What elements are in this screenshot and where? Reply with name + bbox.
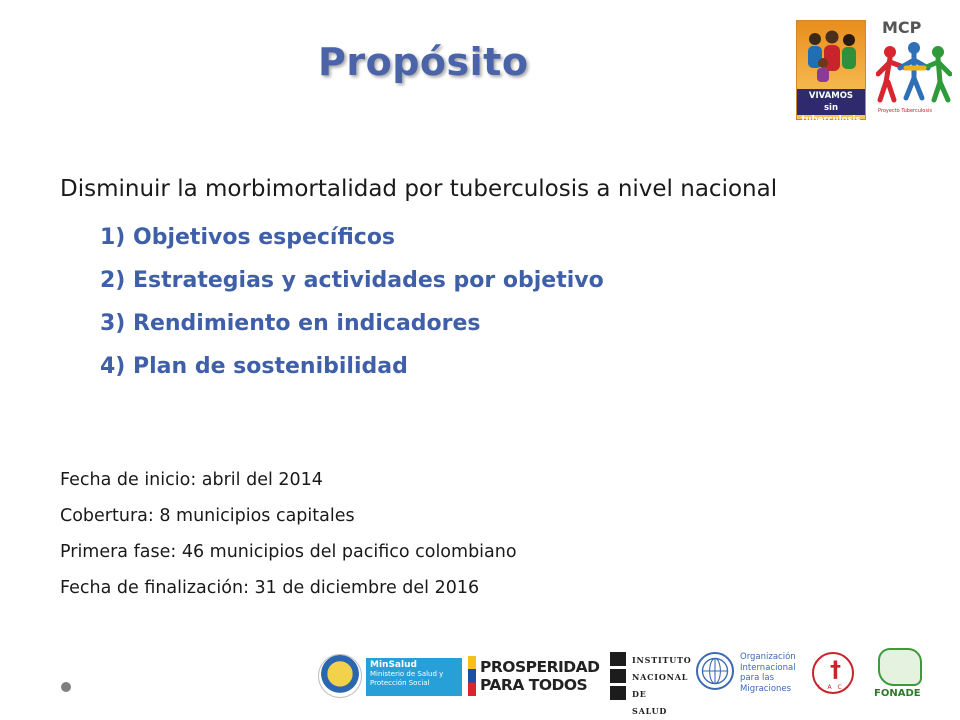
end-date: Fecha de finalización: 31 de diciembre del 2016 [60,578,480,598]
bullet-dot [61,682,71,692]
coverage: Cobertura: 8 municipios capitales [60,506,355,526]
fonade-map-icon [878,648,922,686]
mcp-name: MCP [882,18,922,37]
minsalud-logo [318,648,462,704]
prosperidad-text [480,658,600,694]
vivamos-line2: sin tuberculosis [801,103,861,125]
vivamos-line1: VIVAMOS [808,91,854,101]
slide-title: Propósito [318,40,529,84]
ins-line2: NACIONAL DE [632,672,689,699]
purpose-statement: Disminuir la morbimortalidad por tuberculosis a nivel nacional [60,176,778,202]
list-item: 4) Plan de sostenibilidad [100,354,408,379]
minsalud-name: MinSalud [370,660,417,670]
project-facts [60,462,517,606]
vivamos-band [797,89,865,125]
list-item: 1) Objetivos específicos [100,225,396,250]
ins-line3: SALUD [632,706,668,716]
cross-icon: † [830,658,841,683]
minsalud-box [366,658,462,696]
lac-letters: LAC [818,684,848,691]
mcp-tagline: Proyecto Tuberculosis [878,108,932,114]
colombia-shield-icon [318,654,362,698]
people-group-icon [801,27,863,83]
globe-icon [696,652,734,690]
oim-logo [694,648,798,704]
ins-line1: INSTITUTO [632,655,692,665]
prosperidad-line2: PARA TODOS [480,676,588,694]
oim-text: Organización Internacional para las Migraciones [740,652,796,694]
prosperidad-line1: PROSPERIDAD [480,658,600,676]
mcp-logo [876,18,952,122]
list-item: 2) Estrategias y actividades por objetivo [100,268,604,293]
start-date: Fecha de inicio: abril del 2014 [60,470,323,490]
purpose-items-list [100,216,880,388]
list-item: 3) Rendimiento en indicadores [100,311,481,336]
ins-bars-icon [610,652,626,702]
instituto-nacional-de-salud-logo [610,648,706,716]
vivamos-sin-tuberculosis-logo [796,20,866,125]
prosperidad-para-todos-logo [468,648,602,704]
mcp-figures-icon [876,38,952,108]
minsalud-sub: Ministerio de Salud y Protección Social [370,670,444,687]
body-text [60,172,880,388]
flag-stripe-icon [468,656,476,696]
fonade-name: FONADE [874,688,921,699]
fonade-logo [868,648,934,704]
lac-logo [810,648,860,704]
first-phase: Primera fase: 46 municipios del pacifico colombiano [60,542,517,562]
